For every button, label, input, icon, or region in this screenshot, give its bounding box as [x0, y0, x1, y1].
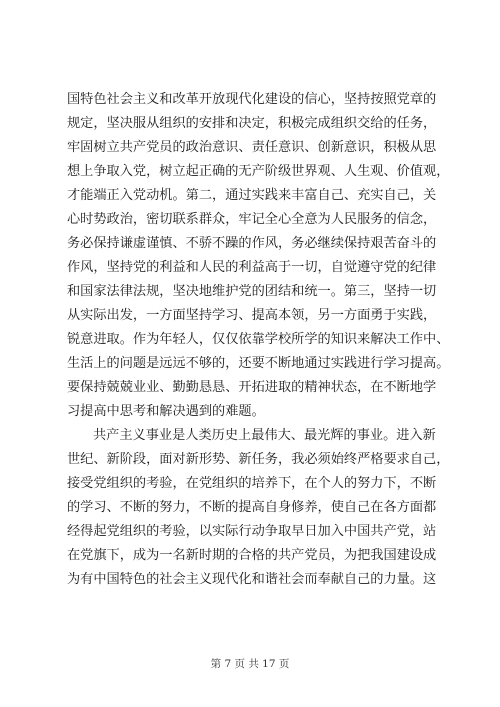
text-line: 锐意进取。作为年轻人，仅仅依靠学校所学的知识来解决工作中、	[67, 332, 450, 347]
text-line: 共产主义事业是人类历史上最伟大、最光辉的事业。进入新	[93, 428, 436, 443]
text-line: 世纪、新阶段，面对新形势、新任务，我必须始终严格要求自己，	[67, 452, 450, 467]
text-line: 想上争取入党，树立起正确的无产阶级世界观、人生观、价值观，	[67, 164, 450, 179]
document-body	[67, 88, 450, 592]
text-line: 在党旗下，成为一名新时期的合格的共产党员，为把我国建设成	[67, 548, 437, 563]
text-line: 作风，坚持党的利益和人民的利益高于一切，自觉遵守党的纪律	[67, 260, 437, 275]
paragraph-2	[67, 424, 450, 592]
text-line: 要保持兢兢业业、勤勤恳恳、开拓进取的精神状态，在不断地学	[67, 380, 437, 395]
page-number-footer: 第 7 页 共 17 页	[210, 658, 290, 670]
text-line: 和国家法律法规，坚决地维护党的团结和统一。第三，坚持一切	[67, 284, 437, 299]
text-line: 规定，坚决服从组织的安排和决定，积极完成组织交给的任务，	[67, 116, 437, 131]
text-line: 务必保持谦虚谨慎、不骄不躁的作风，务必继续保持艰苦奋斗的	[67, 236, 437, 251]
text-line: 牢固树立共产党员的政治意识、责任意识、创新意识，积极从思	[67, 140, 437, 155]
text-line: 为有中国特色的社会主义现代化和谐社会而奉献自己的力量。这	[67, 572, 437, 587]
text-line: 从实际出发，一方面坚持学习、提高本领，另一方面勇于实践，	[67, 308, 437, 323]
text-line: 才能端正入党动机。第二，通过实践来丰富自己、充实自己，关	[67, 188, 437, 203]
text-line: 生活上的问题是远远不够的，还要不断地通过实践进行学习提高。	[67, 356, 450, 371]
text-line: 心时势政治，密切联系群众，牢记全心全意为人民服务的信念，	[67, 212, 437, 227]
text-line: 接受党组织的考验，在党组织的培养下，在个人的努力下，不断	[67, 476, 437, 491]
paragraph-1	[67, 88, 450, 424]
text-line: 国特色社会主义和改革开放现代化建设的信心，坚持按照党章的	[67, 92, 437, 107]
text-line: 经得起党组织的考验，以实际行动争取早日加入中国共产党，站	[67, 524, 437, 539]
text-line: 的学习、不断的努力，不断的提高自身修养，使自己在各方面都	[67, 500, 437, 515]
text-line: 习提高中思考和解决遇到的难题。	[67, 404, 265, 419]
